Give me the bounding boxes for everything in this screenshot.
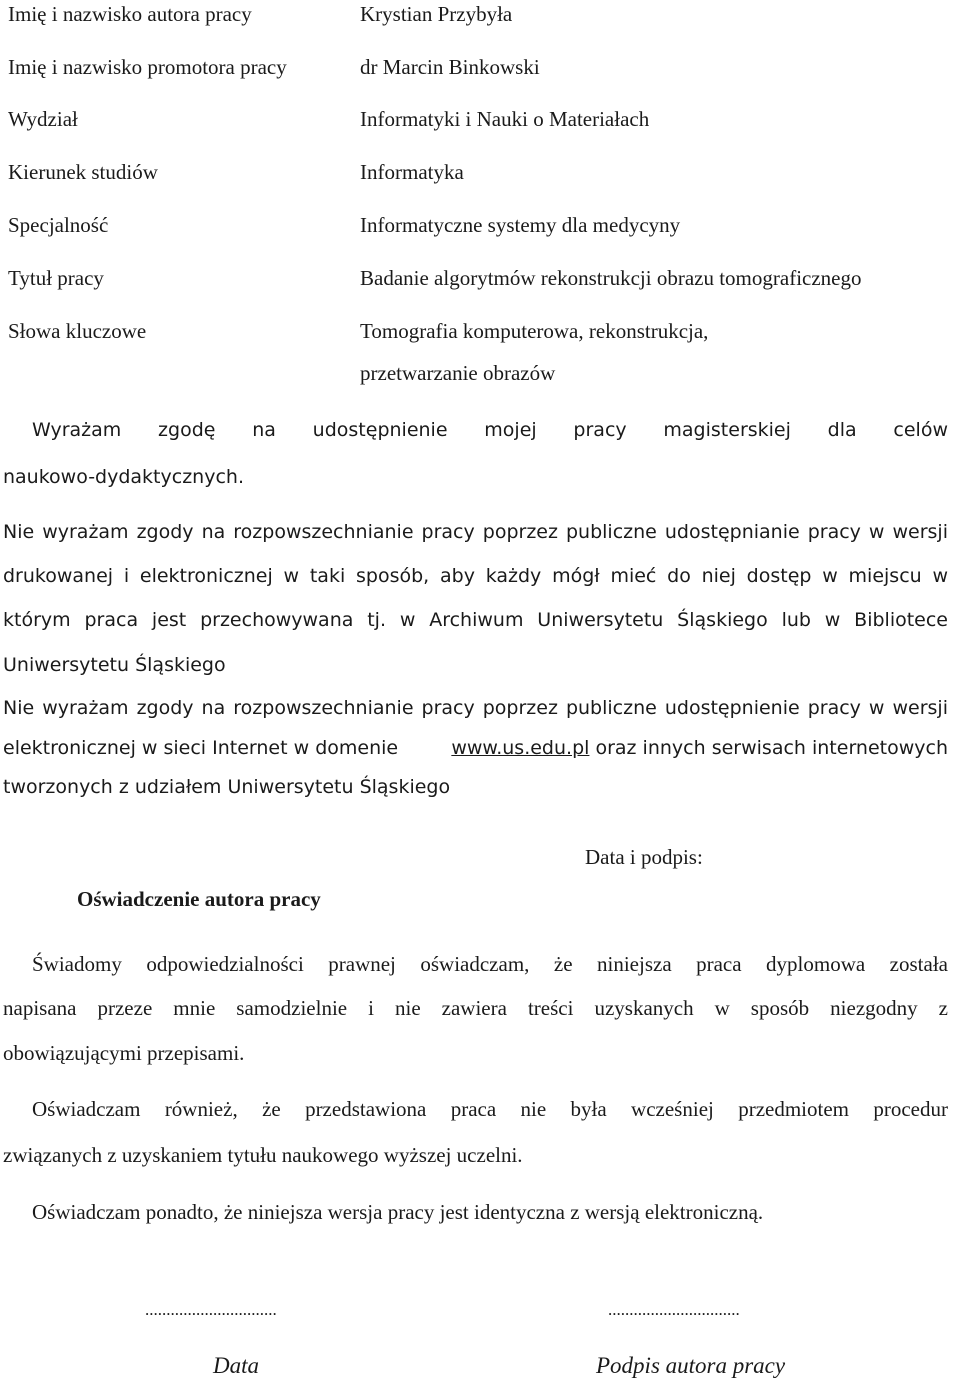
info-label-specialty: Specjalność [8,213,109,237]
signature-caption: Podpis autora pracy [596,1353,786,1378]
consent-p2-line4: Uniwersytetu Śląskiego [3,654,226,676]
info-value-field: Informatyka [360,160,464,184]
info-label-keywords: Słowa kluczowe [8,319,147,343]
declaration-heading: Oświadczenie autora pracy [77,887,321,911]
info-value-faculty: Informatyki i Nauki o Materiałach [360,107,650,131]
consent-p3-line3: tworzonych z udziałem Uniwersytetu Śląskiego [3,776,451,798]
consent-p3-line2 [3,737,948,759]
consent-p2-line1: Nie wyrażam zgody na rozpowszechnianie pracy poprzez publiczne udostępnianie pracy w wersji [3,521,948,543]
info-value-author: Krystian Przybyła [360,2,513,26]
university-website-link[interactable]: www.us.edu.pl [451,737,590,759]
consent-p3-line1: Nie wyrażam zgody na rozpowszechnianie pracy poprzez publiczne udostępnienie pracy w wersji [3,697,948,719]
info-value-specialty: Informatyczne systemy dla medycyny [360,213,681,237]
declaration-p2-line2: związanych z uzyskaniem tytułu naukowego wyższej uczelni. [3,1143,523,1167]
declaration-p2-line1: Oświadczam również, że przedstawiona praca nie była wcześniej przedmiotem procedur [32,1097,948,1121]
declaration-p1-line3: obowiązującymi przepisami. [3,1041,245,1065]
info-label-title: Tytuł pracy [8,266,104,290]
declaration-p1-line1: Świadomy odpowiedzialności prawnej oświadczam, że niniejsza praca dyplomowa została [32,952,948,976]
info-value-keywords-line2: przetwarzanie obrazów [360,361,556,385]
info-label-faculty: Wydział [8,107,78,131]
declaration-p1-line2: napisana przeze mnie samodzielnie i nie zawiera treści uzyskanych w sposób niezgodny z [3,996,948,1020]
info-value-keywords: Tomografia komputerowa, rekonstrukcja, [360,319,709,343]
consent-p1-line1: Wyrażam zgodę na udostępnienie mojej pracy magisterskiej dla celów [32,419,948,441]
declaration-p3: Oświadczam ponadto, że niniejsza wersja pracy jest identyczna z wersją elektroniczną. [32,1200,764,1224]
consent-p2-line2: drukowanej i elektronicznej w taki sposób, aby każdy mógł mieć do niej dostęp w miejscu w [3,565,948,587]
info-label-field: Kierunek studiów [8,160,158,184]
info-value-supervisor: dr Marcin Binkowski [360,55,540,79]
date-caption: Data [213,1353,259,1378]
date-dotted-line: ............................... [145,1300,277,1319]
info-label-supervisor: Imię i nazwisko promotora pracy [8,55,287,79]
date-signature-label: Data i podpis: [585,845,703,869]
info-label-author: Imię i nazwisko autora pracy [8,2,252,26]
consent-p2-line3: którym praca jest przechowywana tj. w Archiwum Uniwersytetu Śląskiego lub w Bibliotece [3,609,948,631]
consent-p3-line2-a: elektronicznej w sieci Internet w domenie [3,737,399,759]
consent-p3-line2-b: oraz innych serwisach internetowych [595,737,948,759]
info-value-title: Badanie algorytmów rekonstrukcji obrazu tomograficznego [360,266,862,290]
consent-p1-line2: naukowo-dydaktycznych. [3,466,244,488]
signature-dotted-line: ............................... [608,1300,740,1319]
